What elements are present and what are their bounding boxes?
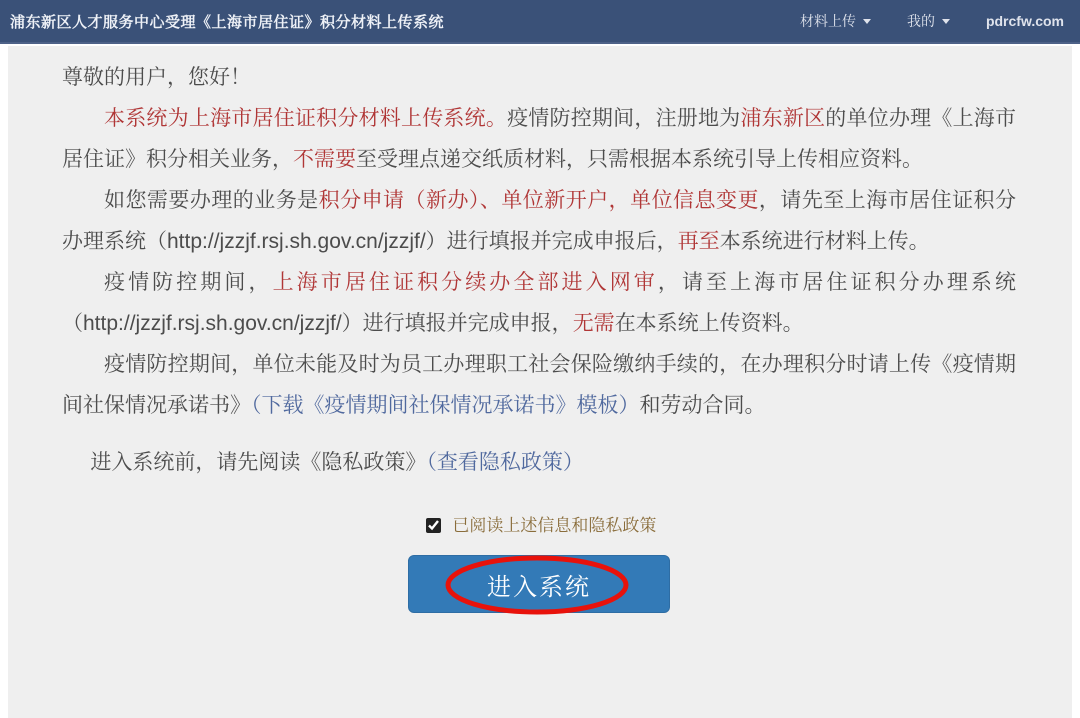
text-run-dark: 如您需要办理的业务是 [104, 189, 319, 212]
nav-item-material-upload[interactable] [800, 11, 871, 31]
text-run-dark: 进入系统前，请先阅读《隐私政策》 [90, 451, 427, 474]
text-run-dark: ，请先至上海市居住证积分办理系统（http://jzzjf.rsj.sh.gov.cn/jzzjf/）进行填报并完成申报后， [62, 189, 1017, 253]
text-run-red: 本系统为上海市居住证积分材料上传系统。 [104, 107, 508, 130]
nav-item-mine-label: 我的 [906, 13, 935, 29]
enter-button-area [62, 555, 1016, 613]
greeting-text: 尊敬的用户，您好！ [62, 66, 251, 89]
text-run-red: 上海市居住证积分续办全部进入网审 [272, 271, 658, 294]
app-title: 浦东新区人才服务中心受理《上海市居住证》积分材料上传系统 [10, 13, 445, 31]
enter-system-button[interactable]: 进入系统 [408, 555, 670, 613]
agreement-row [62, 514, 1016, 538]
text-run-dark: 疫情防控期间，注册地为 [507, 107, 741, 130]
text-run-dark: 疫情防控期间，单位未能及时为员工办理职工社会保险缴纳手续的，在办理积分时请上传《疫情期间社保情况承诺书》 [62, 353, 1016, 417]
text-run-red: 再至 [677, 230, 720, 253]
text-run-dark: 和劳动合同。 [639, 394, 766, 417]
text-run-red: 不需要 [293, 148, 356, 171]
agree-checkbox[interactable] [426, 518, 441, 533]
text-run-dark: 的单位办理《上海市居住证》积分相关业务， [62, 107, 1017, 171]
notice-panel [8, 46, 1072, 718]
view-privacy-policy-link[interactable]: （查看隐私政策） [426, 451, 584, 474]
chevron-down-icon [863, 19, 871, 24]
notice-paragraph-4 [62, 344, 1016, 426]
text-run-red: 浦东新区 [740, 107, 826, 130]
agree-checkbox-label: 已阅读上述信息和隐私政策 [452, 516, 657, 535]
text-run-dark: 疫情防控期间， [104, 271, 273, 294]
nav-item-mine[interactable] [907, 11, 950, 31]
nav-item-material-upload-label: 材料上传 [799, 13, 856, 29]
download-template-link[interactable]: （下载《疫情期间社保情况承诺书》模板） [251, 394, 640, 417]
text-run-dark: ，请至上海市居住证积分办理系统（http://jzzjf.rsj.sh.gov.cn/jzzjf/）进行填报并完成申报， [62, 271, 1017, 335]
notice-paragraph-2 [62, 180, 1016, 262]
navbar-menu [800, 11, 1064, 31]
text-run-red: 积分申请（新办）、单位新开户，单位信息变更 [318, 189, 759, 212]
site-brand[interactable]: pdrcfw.com [985, 13, 1064, 29]
text-run-dark: 在本系统上传资料。 [614, 312, 804, 335]
privacy-notice-line [62, 442, 1016, 483]
notice-paragraph-1 [62, 98, 1016, 180]
text-run-dark: 至受理点递交纸质材料，只需根据本系统引导上传相应资料。 [356, 148, 923, 171]
notice-paragraph-3 [62, 262, 1016, 344]
text-run-red: 无需 [572, 312, 615, 335]
text-run-dark: 本系统进行材料上传。 [719, 230, 930, 253]
top-navbar [0, 0, 1080, 44]
chevron-down-icon [942, 19, 950, 24]
